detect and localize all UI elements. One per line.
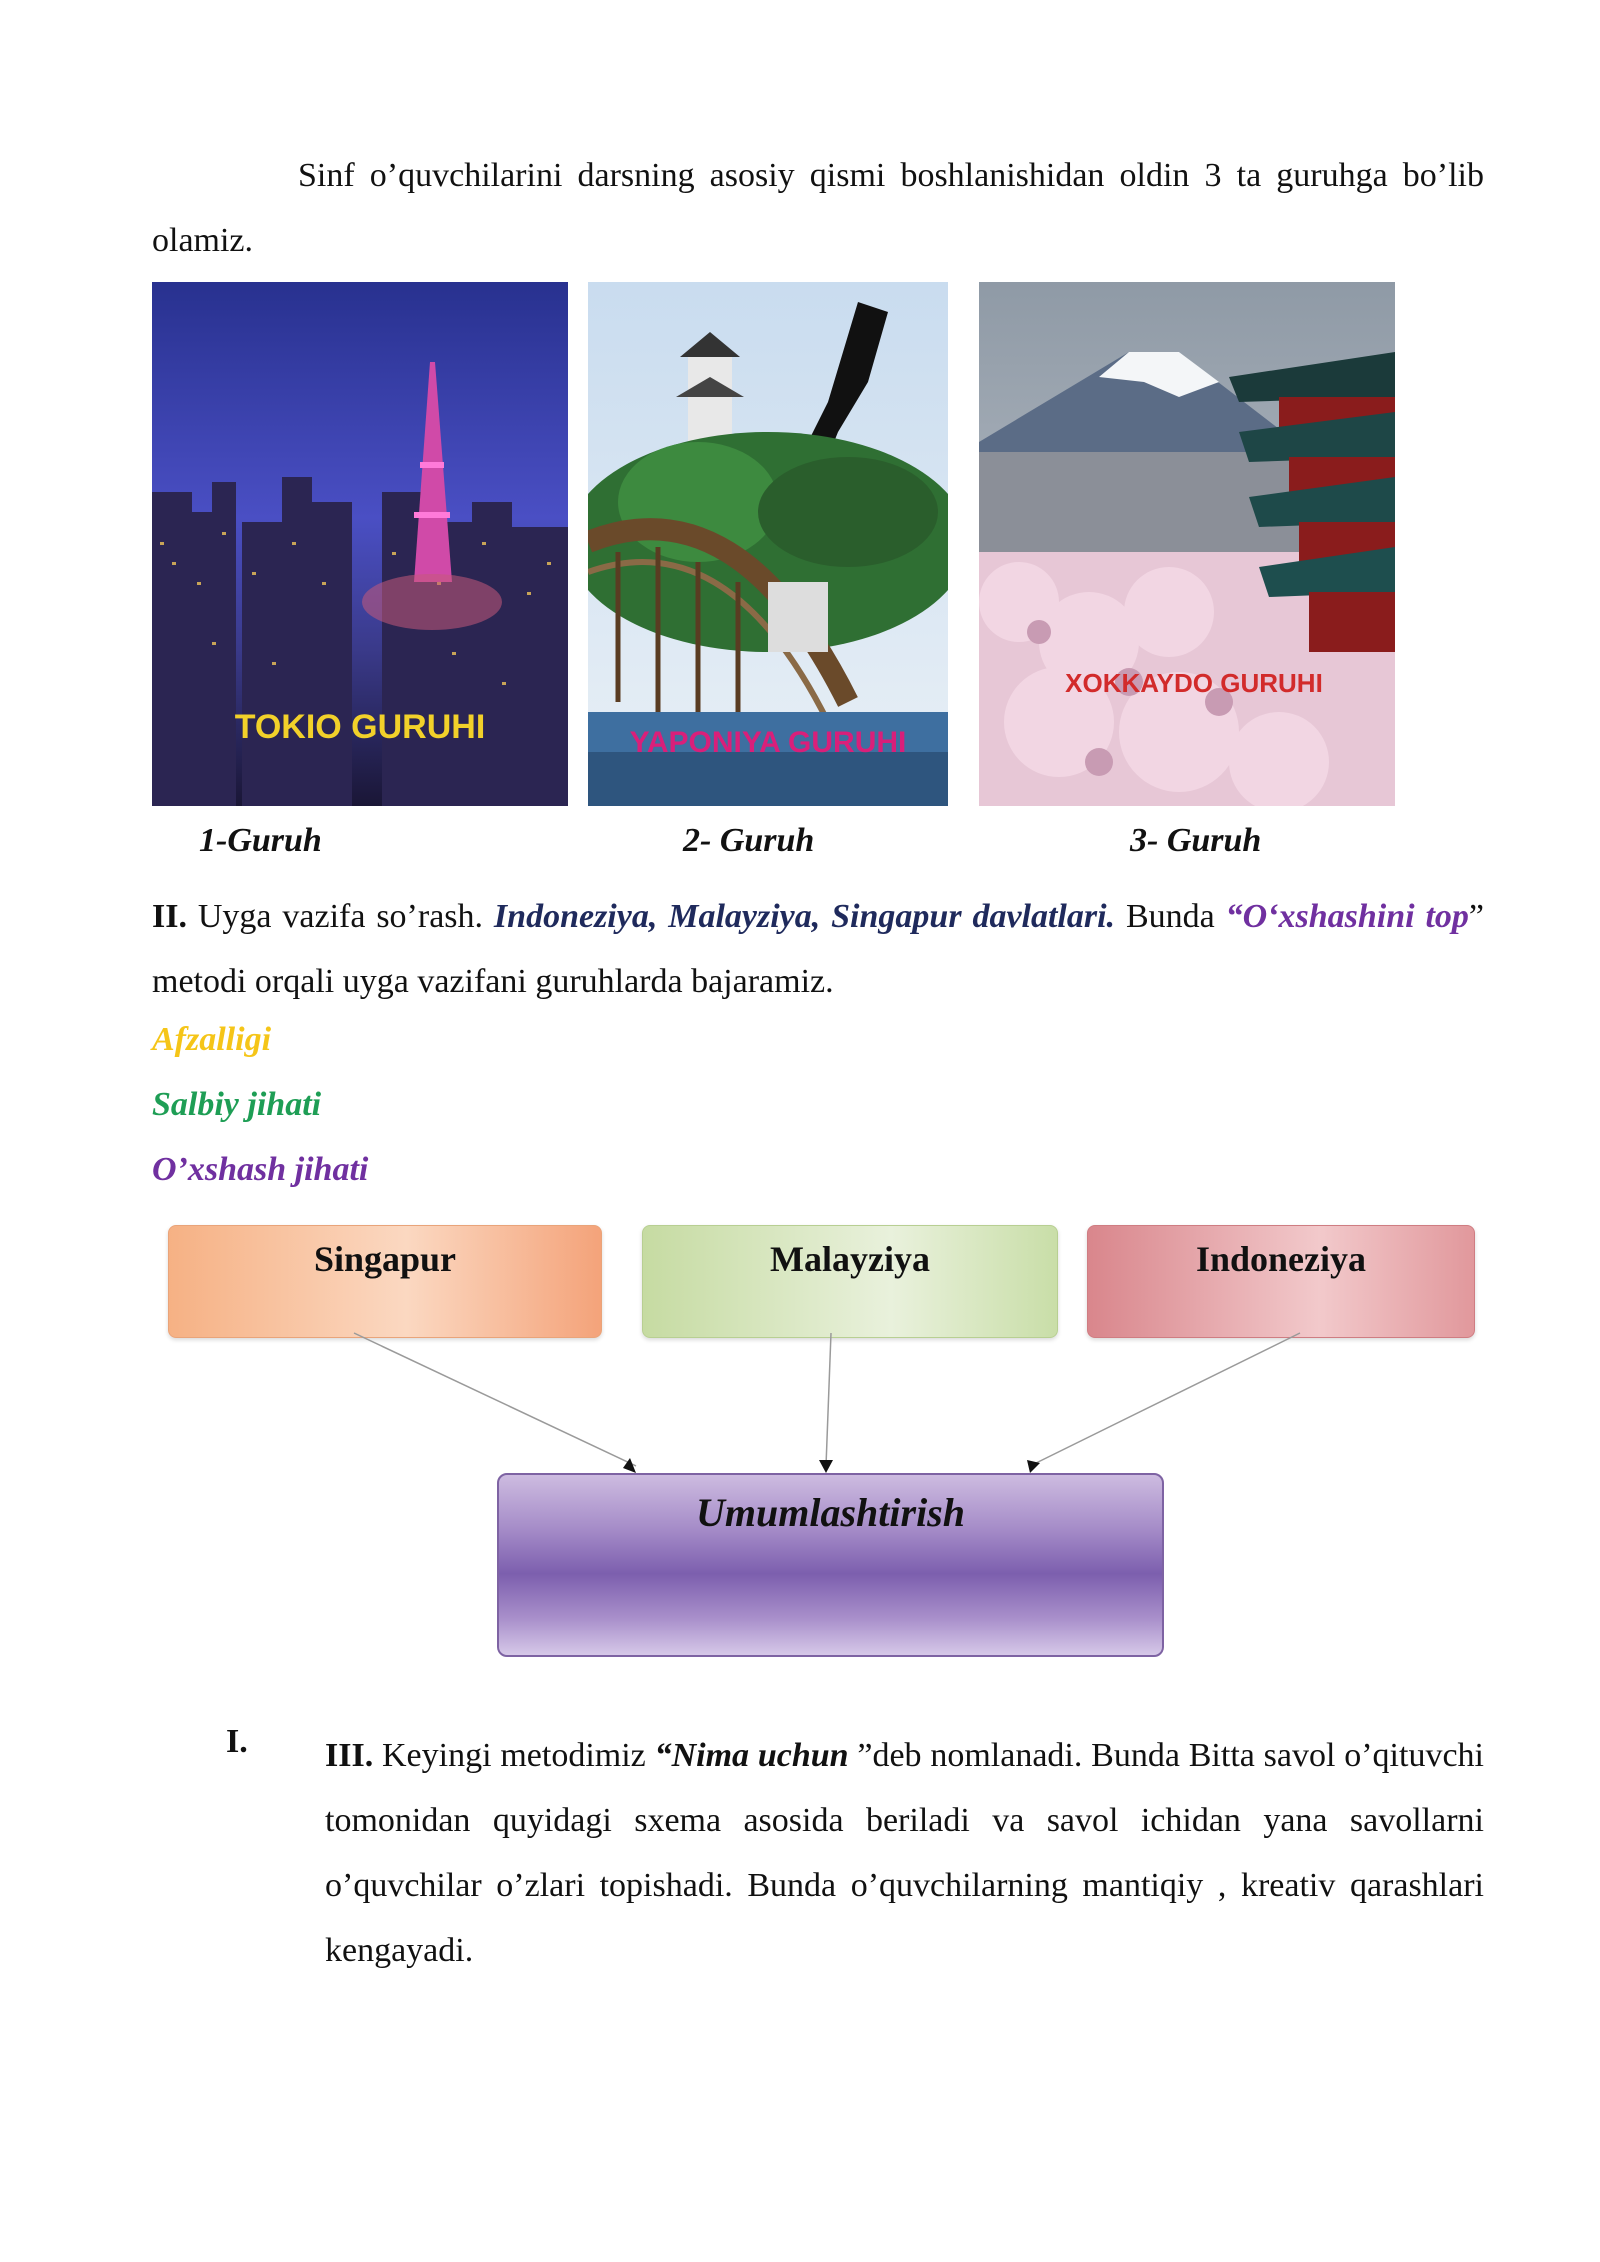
intro-text: Sinf o’quvchilarini darsning asosiy qismi boshlanishidan oldin 3 ta guruhga bo’lib olamiz.	[152, 157, 1484, 259]
arrowhead-malayziya	[819, 1460, 833, 1473]
photo-xokkaydo	[979, 282, 1395, 806]
section-3-text-2: ”deb nomlanadi. Bunda Bitta savol o’qituvchi tomonidan quyidagi sxema asosida beriladi va savol ichidan yana savollarni o’quvchilar o’zlari topishadi. Bunda o’quvchilarning mantiqiy , kreativ qarashlari kengayadi.	[325, 1737, 1484, 1969]
heading-salbiy-jihati: Salbiy jihati	[152, 1086, 322, 1123]
caption-group-3: 3- Guruh	[1130, 822, 1262, 859]
section-number-3: III.	[325, 1737, 374, 1774]
photo-yaponiya	[588, 282, 948, 806]
countries-list: Indoneziya, Malayziya, Singapur davlatlari.	[493, 898, 1116, 935]
fuji-pagoda-image	[979, 282, 1395, 806]
japan-castle-image	[588, 282, 948, 806]
box-indoneziya: Indoneziya	[1087, 1225, 1475, 1338]
method-quote-close: ”	[1468, 898, 1484, 935]
arrowhead-singapur	[623, 1458, 636, 1473]
caption-group-1: 1-Guruh	[199, 822, 322, 859]
arrow-malayziya	[826, 1333, 831, 1466]
box-malayziya: Malayziya	[642, 1225, 1058, 1338]
box-umumlashtirish: Umumlashtirish	[497, 1473, 1164, 1657]
intro-paragraph	[152, 143, 1484, 273]
homework-text-3: metodi orqali uyga vazifani guruhlarda bajaramiz.	[152, 963, 834, 1000]
method-nima-uchun: “Nima uchun	[654, 1737, 849, 1774]
heading-oxshash-jihati: O’xshash jihati	[152, 1151, 369, 1188]
arrow-singapur	[354, 1333, 636, 1466]
section-3-paragraph	[325, 1723, 1484, 1983]
method-name: “O‘xshashini top	[1225, 898, 1469, 935]
arrowhead-indoneziya	[1027, 1460, 1040, 1473]
arrow-indoneziya	[1030, 1333, 1300, 1466]
caption-group-2: 2- Guruh	[683, 822, 815, 859]
xokkaydo-overlay-label: XOKKAYDO GURUHI	[1065, 668, 1323, 698]
photo-tokio	[152, 282, 568, 806]
homework-paragraph	[152, 884, 1484, 1014]
box-singapur: Singapur	[168, 1225, 602, 1338]
yaponiya-overlay-label: YAPONIYA GURUHI	[629, 726, 907, 759]
homework-text-2: Bunda	[1115, 898, 1226, 935]
section-number-2: II.	[152, 898, 187, 935]
list-marker: I.	[226, 1723, 248, 1760]
heading-afzalligi: Afzalligi	[152, 1021, 272, 1058]
homework-text-1: Uyga vazifa so’rash.	[186, 898, 494, 935]
tokio-city-image	[152, 282, 568, 806]
tokio-overlay-label: TOKIO GURUHI	[234, 708, 486, 746]
section-3-text-1: Keyingi metodimiz	[373, 1737, 655, 1774]
